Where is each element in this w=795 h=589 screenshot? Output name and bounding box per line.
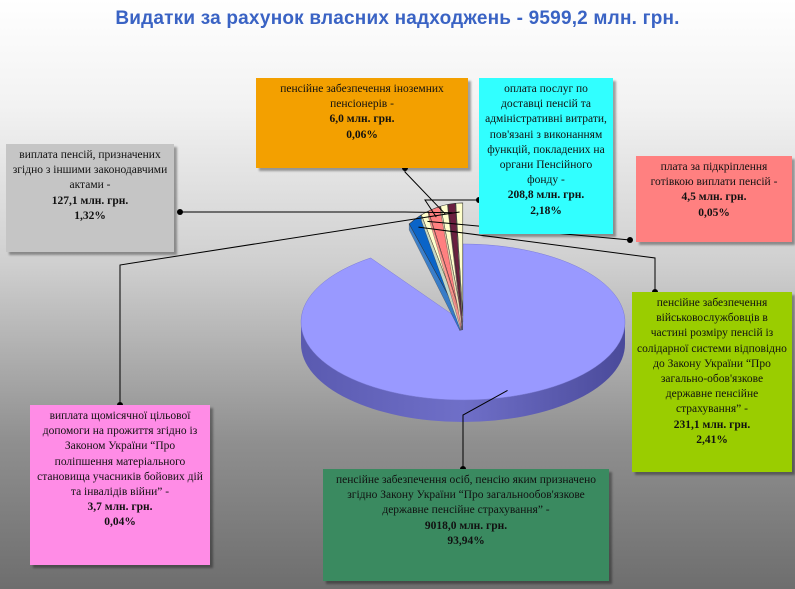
label-other-laws-percent: 1,32%: [74, 209, 106, 222]
label-box-foreign: [256, 78, 468, 168]
label-military-value: 231,1 млн. грн.: [673, 418, 751, 431]
label-box-aid: [30, 405, 210, 565]
label-services-percent: 2,18%: [530, 204, 562, 217]
label-aid-value: 3,7 млн. грн.: [87, 501, 153, 514]
label-box-military: [632, 292, 792, 472]
label-services-text: оплата послуг по доставці пенсій та адміністративні витрати, пов'язані з виконанням функцій, покладених на органи Пенсійного фонду -: [485, 83, 607, 187]
label-aid-text: виплата щомісячної цільової допомоги на прожиття згідно із Законом України “Про поліпшення матеріального становища учасників бойових дій та інвалідів війни” -: [37, 410, 203, 499]
label-cash-value: 4,5 млн. грн.: [681, 191, 747, 204]
label-box-main: [323, 469, 609, 581]
label-foreign-percent: 0,06%: [346, 128, 378, 141]
label-box-other-laws: [6, 144, 174, 252]
label-aid-percent: 0,04%: [104, 516, 136, 529]
leader-line-foreign: [405, 168, 445, 214]
label-box-cash: [636, 156, 792, 242]
label-cash-text: плата за підкріплення готівкою виплати пенсій -: [650, 161, 778, 189]
leader-line-other_laws: [180, 212, 452, 213]
label-services-value: 208,8 млн. грн.: [507, 189, 585, 202]
leader-dot-other_laws: [177, 209, 183, 215]
label-other-laws-text: виплата пенсій, призначених згідно з іншими законодавчими актами -: [12, 149, 168, 192]
leader-dot-cash: [627, 237, 633, 243]
label-military-text: пенсійне забезпечення військовослужбовців в частині розміру пенсій із солідарної системи відповідно до Закону України “Про загально-обов'язкове державне пенсійне страхування” -: [637, 297, 787, 416]
label-other-laws-value: 127,1 млн. грн.: [51, 194, 129, 207]
pie-slices: [301, 203, 625, 422]
chart-title: Видатки за рахунок власних надходжень - 9599,2 млн. грн.: [115, 8, 680, 29]
label-main-percent: 93,94%: [447, 534, 485, 547]
label-box-services: [479, 78, 613, 234]
label-main-text: пенсійне забезпечення осіб, пенсію яким призначено згідно Закону України “Про загальнообов'язкове державне пенсійне страхування” -: [336, 474, 596, 517]
label-foreign-text: пенсійне забезпечення іноземних пенсіонерів -: [280, 83, 444, 111]
label-main-value: 9018,0 млн. грн.: [424, 519, 508, 532]
label-cash-percent: 0,05%: [698, 206, 730, 219]
label-foreign-value: 6,0 млн. грн.: [329, 113, 395, 126]
label-military-percent: 2,41%: [696, 433, 728, 446]
